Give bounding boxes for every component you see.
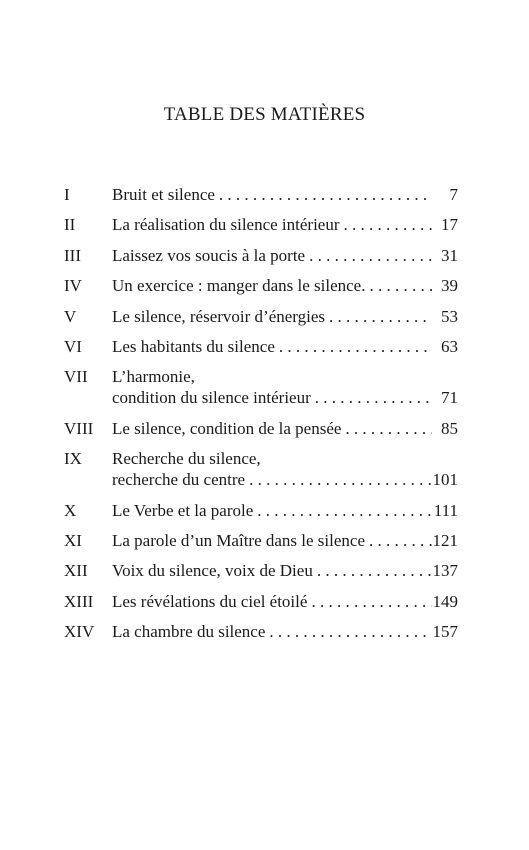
- chapter-title: Un exercice : manger dans le silence.: [112, 276, 366, 296]
- chapter-numeral: X: [64, 500, 77, 520]
- dot-leader: [265, 621, 432, 642]
- chapter-entry-body: [112, 621, 458, 642]
- chapter-title: Le silence, condition de la pensée: [112, 418, 342, 438]
- toc-entry: [64, 560, 458, 581]
- dot-leader: [325, 306, 432, 327]
- chapter-numeral: VII: [64, 367, 88, 387]
- chapter-entry-body: [112, 245, 458, 266]
- toc-entry: [64, 245, 458, 266]
- chapter-title-line: [112, 184, 458, 205]
- chapter-numeral: V: [64, 306, 77, 326]
- chapter-title-line: [112, 591, 458, 612]
- chapter-title: condition du silence intérieur: [112, 388, 311, 408]
- toc-entry: [64, 336, 458, 357]
- toc-entry: [64, 418, 458, 439]
- page-number: 85: [441, 418, 458, 438]
- dot-leader: [275, 336, 432, 357]
- toc-entry: [64, 500, 458, 521]
- page-number: 71: [441, 388, 458, 408]
- dot-leader: [215, 184, 432, 205]
- toc-entry: [64, 621, 458, 642]
- dot-leader: [307, 591, 432, 612]
- chapter-title-line: [112, 500, 458, 521]
- chapter-title-line: [112, 245, 458, 266]
- chapter-entry-body: [112, 530, 458, 551]
- chapter-title-line: [112, 214, 458, 235]
- chapter-title-line: [112, 387, 458, 408]
- chapter-title: Les révélations du ciel étoilé: [112, 591, 308, 611]
- table-of-contents: [64, 184, 458, 651]
- toc-entry: [64, 306, 458, 327]
- chapter-title: La chambre du silence: [112, 622, 266, 642]
- page-number: 63: [441, 336, 458, 356]
- page-number: 17: [441, 215, 458, 235]
- chapter-numeral: XII: [64, 561, 88, 581]
- chapter-title-line: [112, 530, 458, 551]
- chapter-title: recherche du centre: [112, 470, 246, 490]
- chapter-title-line: [112, 275, 458, 296]
- chapter-entry-body: [112, 184, 458, 205]
- dot-leader: [253, 500, 432, 521]
- toc-entry: [64, 530, 458, 551]
- toc-entry: [64, 184, 458, 205]
- page-number: 149: [432, 591, 458, 611]
- chapter-numeral: VI: [64, 336, 82, 356]
- chapter-title: Les habitants du silence: [112, 336, 275, 356]
- chapter-title: Le silence, réservoir d’énergies: [112, 306, 326, 326]
- chapter-entry-body: [112, 418, 458, 439]
- chapter-title: L’harmonie,: [112, 367, 195, 387]
- chapter-numeral: III: [64, 245, 81, 265]
- chapter-entry-body: [112, 214, 458, 235]
- page-number: 53: [441, 306, 458, 326]
- chapter-title-line: [112, 418, 458, 439]
- page-number: 7: [449, 185, 458, 204]
- page-number: 121: [432, 530, 458, 550]
- toc-entry: [64, 591, 458, 612]
- toc-entry: [64, 275, 458, 296]
- page-title: TABLE DES MATIÈRES: [163, 104, 366, 125]
- chapter-entry-body: [112, 500, 458, 521]
- page-number: 39: [441, 276, 458, 296]
- chapter-title: Recherche du silence,: [112, 449, 261, 469]
- chapter-numeral: XIII: [64, 591, 94, 611]
- dot-leader: [313, 560, 432, 581]
- dot-leader: [341, 418, 432, 439]
- chapter-numeral: XIV: [64, 622, 95, 642]
- chapter-numeral: I: [64, 185, 70, 204]
- page-number: 101: [432, 470, 458, 490]
- chapter-entry-body: [112, 275, 458, 296]
- dot-leader: [340, 214, 432, 235]
- chapter-numeral: VIII: [64, 418, 94, 438]
- chapter-title: La réalisation du silence intérieur: [112, 215, 340, 235]
- chapter-title: La parole d’un Maître dans le silence: [112, 530, 366, 550]
- dot-leader: [245, 469, 432, 490]
- chapter-title-line: [112, 366, 458, 387]
- chapter-title-line: [112, 621, 458, 642]
- chapter-entry-body: [112, 366, 458, 408]
- chapter-numeral: IV: [64, 276, 82, 296]
- chapter-title-line: [112, 448, 458, 469]
- chapter-title: Bruit et silence: [112, 185, 215, 204]
- chapter-entry-body: [112, 591, 458, 612]
- chapter-title-line: [112, 306, 458, 327]
- chapter-numeral: IX: [64, 449, 82, 469]
- chapter-entry-body: [112, 336, 458, 357]
- dot-leader: [311, 387, 432, 408]
- chapter-title: Voix du silence, voix de Dieu: [112, 561, 313, 581]
- dot-leader: [365, 530, 432, 551]
- chapter-numeral: II: [64, 215, 76, 235]
- toc-entry: [64, 448, 458, 490]
- page-number: 157: [432, 622, 458, 642]
- chapter-title-line: [112, 336, 458, 357]
- chapter-title: Laissez vos soucis à la porte: [112, 245, 306, 265]
- toc-entry: [64, 214, 458, 235]
- page-number: 31: [441, 245, 458, 265]
- chapter-title-line: [112, 469, 458, 490]
- chapter-numeral: XI: [64, 530, 82, 550]
- chapter-entry-body: [112, 306, 458, 327]
- chapter-entry-body: [112, 560, 458, 581]
- dot-leader: [305, 245, 432, 266]
- chapter-title: Le Verbe et la parole: [112, 500, 254, 520]
- page-number: 111: [433, 500, 458, 520]
- chapter-title-line: [112, 560, 458, 581]
- dot-leader: [365, 275, 432, 296]
- chapter-entry-body: [112, 448, 458, 490]
- toc-entry: [64, 366, 458, 408]
- page-number: 137: [432, 561, 458, 581]
